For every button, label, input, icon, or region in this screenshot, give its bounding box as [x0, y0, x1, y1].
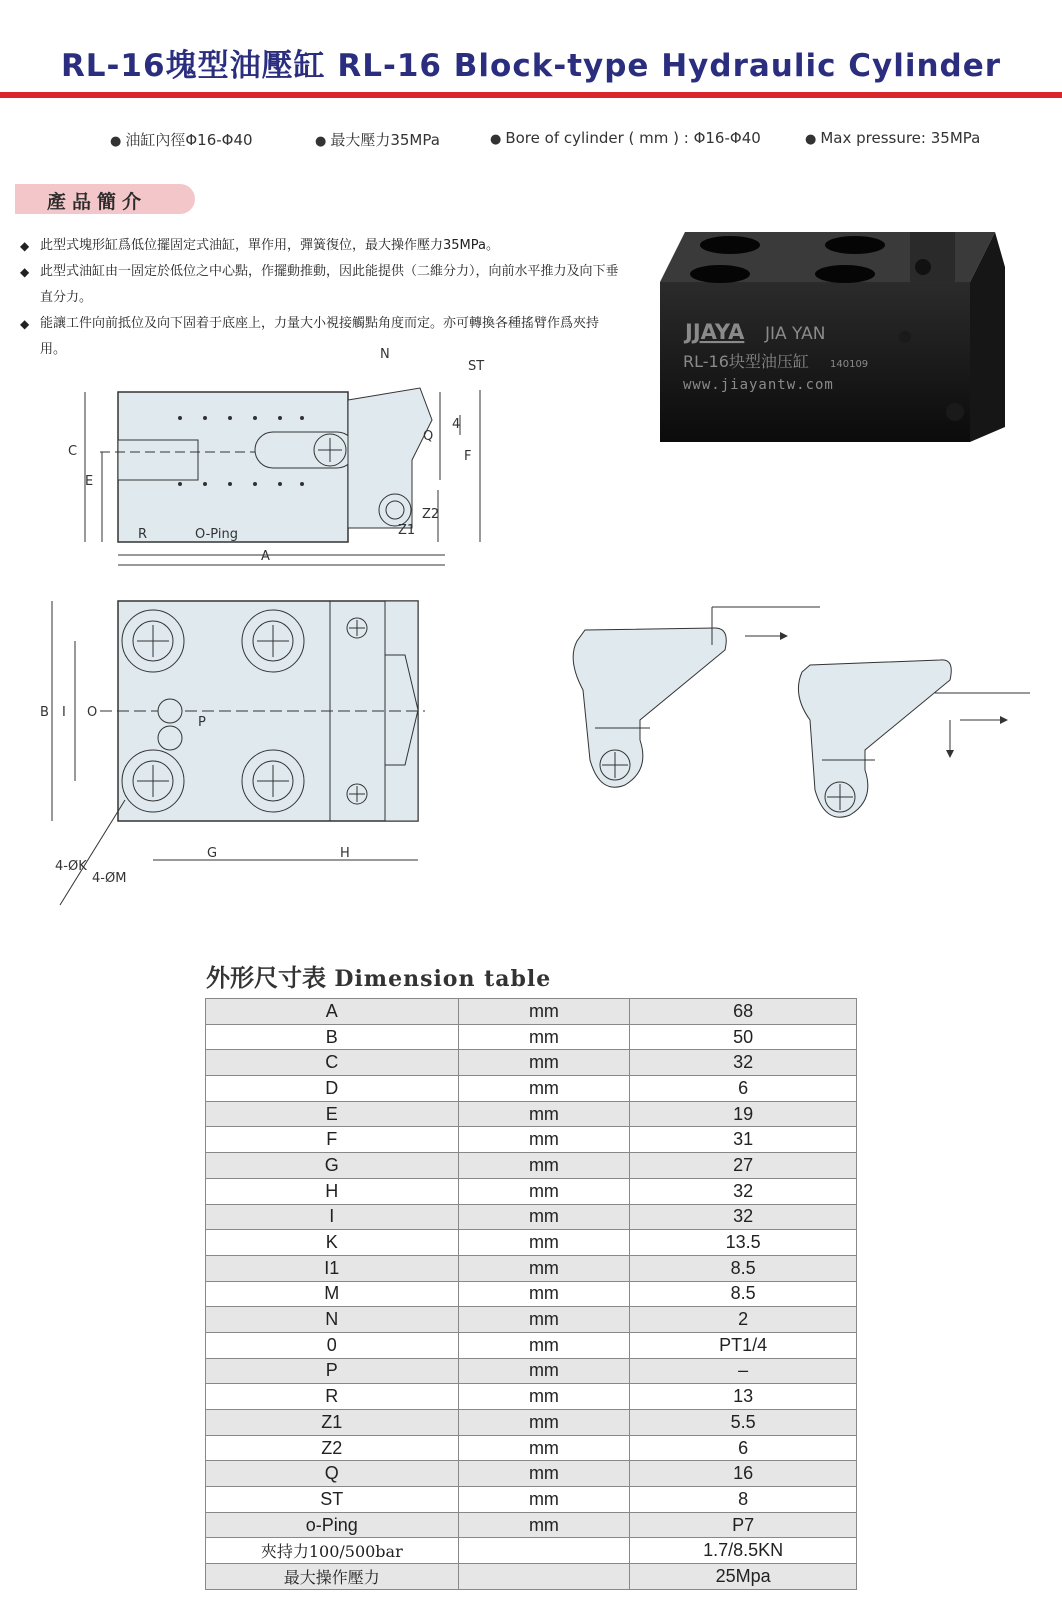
technical-drawing — [40, 347, 1030, 940]
table-row — [206, 1255, 857, 1281]
table-cell-unit: mm — [458, 1153, 630, 1179]
table-cell-param: B — [206, 1024, 459, 1050]
label-F: F — [464, 449, 472, 464]
label-O: O — [87, 705, 98, 720]
photo-code: 140109 — [830, 359, 869, 370]
spec-pressure-zh: ● 最大壓力35MPa — [315, 129, 440, 150]
table-cell-value: PT1/4 — [630, 1332, 857, 1358]
label-G: G — [207, 846, 218, 861]
table-cell-value: 32 — [630, 1178, 857, 1204]
table-cell-param: A — [206, 999, 459, 1025]
table-cell-param: M — [206, 1281, 459, 1307]
table-row — [206, 1538, 857, 1564]
table-cell-unit — [458, 1538, 630, 1564]
table-cell-value: 50 — [630, 1024, 857, 1050]
intro-heading-tab — [15, 184, 195, 214]
table-cell-unit: mm — [458, 1204, 630, 1230]
table-row — [206, 1461, 857, 1487]
label-Z2: Z2 — [422, 507, 440, 522]
table-row — [206, 1101, 857, 1127]
table-cell-value: 68 — [630, 999, 857, 1025]
table-row — [206, 1178, 857, 1204]
table-row — [206, 1024, 857, 1050]
table-cell-unit: mm — [458, 1410, 630, 1436]
table-cell-value: 8 — [630, 1487, 857, 1513]
table-cell-unit: mm — [458, 1101, 630, 1127]
table-cell-unit: mm — [458, 1127, 630, 1153]
photo-model: RL-16块型油压缸 — [683, 352, 809, 371]
table-row — [206, 1307, 857, 1333]
table-cell-param: o-Ping — [206, 1512, 459, 1538]
label-I: I — [62, 705, 66, 720]
table-cell-value: 8.5 — [630, 1255, 857, 1281]
table-cell-value: 19 — [630, 1101, 857, 1127]
table-row — [206, 1153, 857, 1179]
table-cell-unit — [458, 1564, 630, 1590]
table-cell-param: 最大操作壓力 — [206, 1564, 459, 1590]
table-row — [206, 1358, 857, 1384]
label-A: A — [261, 549, 270, 564]
table-cell-value: 2 — [630, 1307, 857, 1333]
dimension-table — [205, 998, 857, 1590]
table-cell-value: 8.5 — [630, 1281, 857, 1307]
table-row — [206, 1230, 857, 1256]
table-cell-param: F — [206, 1127, 459, 1153]
table-row — [206, 1512, 857, 1538]
table-row — [206, 1332, 857, 1358]
intro-item: ◆ 能讓工件向前抵位及向下固着于底座上，力量大小視接觸點角度而定。亦可轉換各種搖臂作爲夾持用。 — [20, 311, 620, 363]
spec-bore-en: ● Bore of cylinder ( mm ) : Φ16-Φ40 — [490, 129, 761, 147]
table-cell-param: H — [206, 1178, 459, 1204]
label-Q: Q — [423, 429, 434, 444]
table-cell-param: R — [206, 1384, 459, 1410]
table-cell-param: I1 — [206, 1255, 459, 1281]
table-row — [206, 1281, 857, 1307]
table-cell-param: I — [206, 1204, 459, 1230]
label-O-Ping: O-Ping — [195, 527, 238, 542]
table-row — [206, 999, 857, 1025]
label-B: B — [40, 705, 49, 720]
label-H: H — [340, 846, 350, 861]
table-cell-unit: mm — [458, 999, 630, 1025]
table-cell-value: 13.5 — [630, 1230, 857, 1256]
table-cell-unit: mm — [458, 1281, 630, 1307]
table-cell-value: 31 — [630, 1127, 857, 1153]
table-cell-param: Q — [206, 1461, 459, 1487]
table-cell-unit: mm — [458, 1076, 630, 1102]
label-R: R — [138, 527, 148, 542]
label-P: P — [198, 715, 206, 730]
table-row — [206, 1564, 857, 1590]
table-cell-param: Z2 — [206, 1435, 459, 1461]
table-row — [206, 1435, 857, 1461]
photo-brand-name: JIA YAN — [765, 324, 826, 344]
table-cell-value: 6 — [630, 1076, 857, 1102]
table-cell-param: E — [206, 1101, 459, 1127]
label-4-OM: 4-ØM — [92, 871, 127, 886]
table-cell-param: G — [206, 1153, 459, 1179]
table-row — [206, 1076, 857, 1102]
table-cell-unit: mm — [458, 1487, 630, 1513]
spec-bore-zh: ● 油缸內徑Φ16-Φ40 — [110, 129, 253, 150]
table-row — [206, 1384, 857, 1410]
table-cell-param: P — [206, 1358, 459, 1384]
table-cell-value: 16 — [630, 1461, 857, 1487]
photo-brand-logo: JJAYA — [685, 320, 745, 344]
label-4: 4 — [452, 417, 461, 432]
table-cell-param: D — [206, 1076, 459, 1102]
table-cell-param: ST — [206, 1487, 459, 1513]
label-E: E — [85, 474, 94, 489]
table-cell-unit: mm — [458, 1255, 630, 1281]
table-cell-unit: mm — [458, 1435, 630, 1461]
table-cell-unit: mm — [458, 1461, 630, 1487]
photo-url: www.jiayantw.com — [683, 377, 834, 393]
table-cell-unit: mm — [458, 1384, 630, 1410]
table-cell-unit: mm — [458, 1512, 630, 1538]
arm-sketch-left — [573, 607, 820, 787]
table-cell-value: 32 — [630, 1050, 857, 1076]
table-title-zh: 外形尺寸表 — [206, 963, 326, 992]
table-cell-value: 25Mpa — [630, 1564, 857, 1590]
table-cell-param: 0 — [206, 1332, 459, 1358]
table-row — [206, 1204, 857, 1230]
table-cell-unit: mm — [458, 1332, 630, 1358]
table-cell-value: 27 — [630, 1153, 857, 1179]
table-cell-value: 1.7/8.5KN — [630, 1538, 857, 1564]
intro-heading: 產品簡介 — [47, 191, 148, 213]
label-Z1: Z1 — [398, 523, 416, 538]
table-cell-param: K — [206, 1230, 459, 1256]
label-N: N — [380, 347, 390, 362]
table-cell-value: P7 — [630, 1512, 857, 1538]
table-row — [206, 1410, 857, 1436]
table-cell-unit: mm — [458, 1230, 630, 1256]
table-cell-param: Z1 — [206, 1410, 459, 1436]
table-cell-unit: mm — [458, 1050, 630, 1076]
table-cell-param: N — [206, 1307, 459, 1333]
table-cell-value: – — [630, 1358, 857, 1384]
table-cell-param: C — [206, 1050, 459, 1076]
table-cell-param: 夾持力100/500bar — [206, 1538, 459, 1564]
table-cell-unit: mm — [458, 1307, 630, 1333]
table-cell-unit: mm — [458, 1024, 630, 1050]
spec-pressure-en: ● Max pressure: 35MPa — [805, 129, 980, 147]
table-cell-value: 32 — [630, 1204, 857, 1230]
intro-item: ◆ 此型式油缸由一固定於低位之中心點，作擺動推動，因此能提供（二維分力），向前水平推力及向下垂直分力。 — [20, 259, 620, 311]
table-title-en: Dimension table — [334, 966, 552, 992]
table-row — [206, 1487, 857, 1513]
table-cell-value: 13 — [630, 1384, 857, 1410]
label-ST: ST — [468, 359, 485, 374]
label-4-OK: 4-ØK — [55, 859, 87, 874]
label-C: C — [68, 444, 78, 459]
table-cell-unit: mm — [458, 1178, 630, 1204]
table-row — [206, 1050, 857, 1076]
page-title: RL-16塊型油壓缸 RL-16 Block-type Hydraulic Cylinder — [60, 48, 1002, 84]
arm-sketch-right — [798, 660, 1030, 817]
table-cell-unit: mm — [458, 1358, 630, 1384]
intro-list — [20, 233, 620, 363]
table-title — [206, 958, 551, 993]
plan-view — [52, 601, 425, 905]
table-cell-value: 5.5 — [630, 1410, 857, 1436]
table-cell-value: 6 — [630, 1435, 857, 1461]
title-underline — [0, 92, 1062, 98]
table-row — [206, 1127, 857, 1153]
intro-item: ◆ 此型式塊形缸爲低位擺固定式油缸，單作用，彈簧復位，最大操作壓力35MPa。 — [20, 233, 620, 259]
